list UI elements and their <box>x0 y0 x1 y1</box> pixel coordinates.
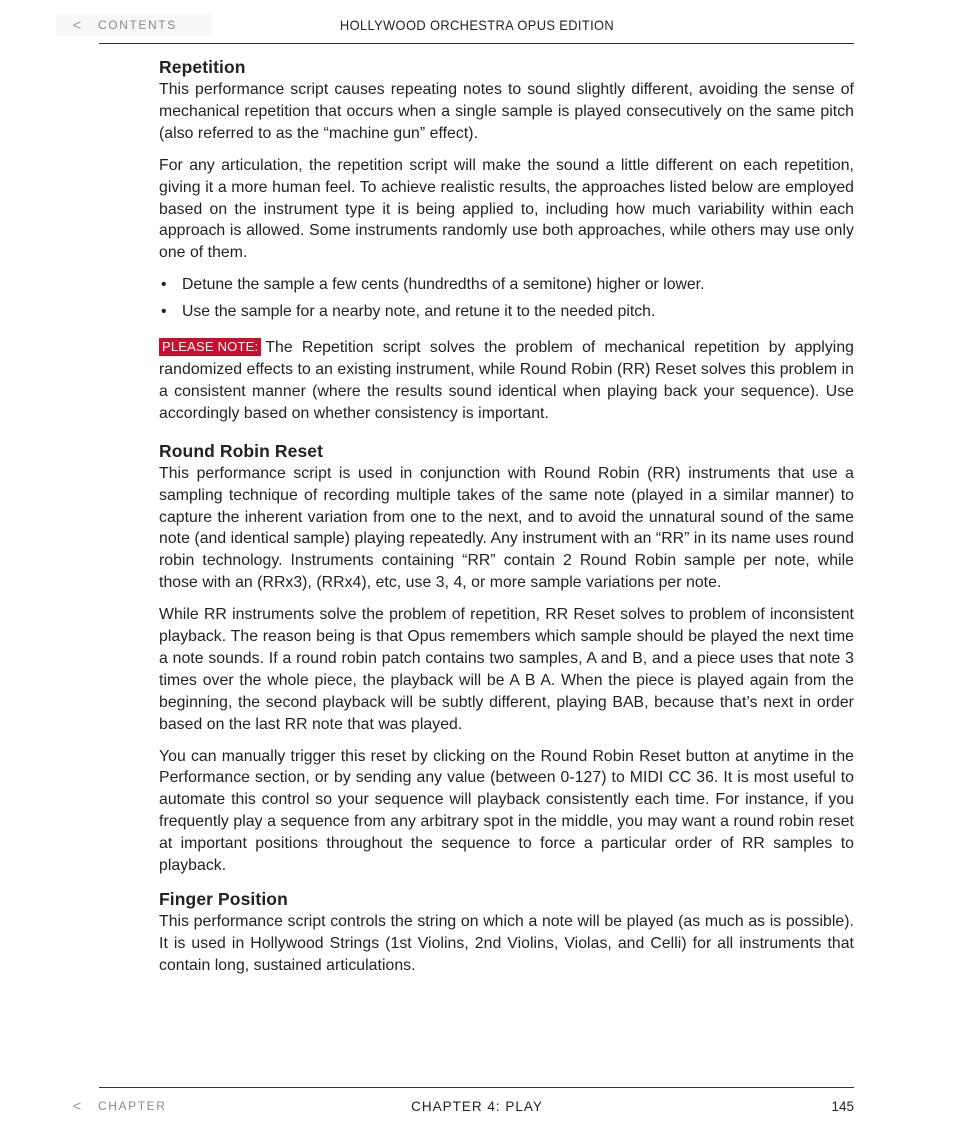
paragraph: You can manually trigger this reset by clicking on the Round Robin Reset button at anytime in the Performance section, or by sending any value (between 0-127) to MIDI CC 36. It is most useful to automate this control so your sequence will playback consistently each time. For instance, if you frequently play a sequence from any arbitrary spot in the middle, you may want a round robin reset at important positions throughout the sequence to force a particular order of RR samples to playback. <box>159 747 854 875</box>
footer-chapter-title: CHAPTER 4: PLAY <box>411 1099 543 1114</box>
page-number: 145 <box>831 1099 854 1114</box>
section-heading: Round Robin Reset <box>159 440 324 461</box>
bullet-list <box>159 274 854 323</box>
header-divider <box>99 43 854 44</box>
contents-nav-button[interactable] <box>56 14 212 36</box>
please-note-badge: PLEASE NOTE: <box>159 338 261 356</box>
list-item: • Use the sample for a nearby note, and retune it to the needed pitch. <box>159 301 854 323</box>
running-header-title: HOLLYWOOD ORCHESTRA OPUS EDITION <box>339 17 615 33</box>
chapter-nav-label: CHAPTER <box>98 1099 167 1113</box>
chevron-left-icon: < <box>72 1097 82 1115</box>
footer-divider <box>99 1087 854 1088</box>
section-finger-position <box>159 887 854 977</box>
section-heading: Finger Position <box>159 889 288 909</box>
section-round-robin-reset <box>159 439 854 877</box>
note-text: The Repetition script solves the problem of mechanical repetition by applying randomized effects to an existing instrument, while Round Robin (RR) Reset solves this problem in a consistent manner (where the results sound identical when playing back your sequence). Use accordingly based on whether consistency is important. <box>159 339 854 422</box>
chevron-left-icon: < <box>72 16 82 34</box>
paragraph: This performance script controls the string on which a note will be played (as much as is possible). It is used in Hollywood Strings (1st Violins, 2nd Violins, Violas, and Celli) for all instruments that contain long, sustained articulations. <box>159 913 854 974</box>
note-paragraph <box>159 337 854 425</box>
page-content <box>159 55 854 987</box>
chapter-nav-button[interactable] <box>56 1095 212 1117</box>
contents-nav-label: CONTENTS <box>98 18 177 32</box>
paragraph: This performance script causes repeating notes to sound slightly different, avoiding the sense of mechanical repetition that occurs when a single sample is played consecutively on the same pitch (also referred to as the “machine gun” effect). <box>159 81 854 142</box>
paragraph: For any articulation, the repetition script will make the sound a little different on each repetition, giving it a more human feel. To achieve realistic results, the approaches listed below are employed based on the instrument type it is being applied to, including how much variability within each approach is allowed. Some instruments randomly use both approaches, while others may use only one of them. <box>159 156 854 262</box>
paragraph: This performance script is used in conjunction with Round Robin (RR) instruments that use a sampling technique of recording multiple takes of the same note (played in a similar manner) to capture the inherent variation from one to the next, and to avoid the unnatural sound of the same note (and identical sample) playing repeatedly. Any instrument with an “RR” in its name uses round robin technology. Instruments containing “RR” contain 2 Round Robin sample per note, while those with an (RRx3), (RRx4), etc, use 3, 4, or more sample variations per note. <box>159 464 854 592</box>
section-heading: Repetition <box>159 57 246 77</box>
paragraph: While RR instruments solve the problem of repetition, RR Reset solves to problem of inconsistent playback. The reason being is that Opus remembers which sample should be played the next time a note sounds. If a round robin patch contains two samples, A and B, and a piece uses that note 3 times over the whole piece, the playback will be A B A. When the piece is played again from the beginning, the second playback will be subtly different, playing BAB, because that’s next in order based on the last RR note that was played. <box>159 606 854 733</box>
section-repetition <box>159 55 854 425</box>
list-item: • Detune the sample a few cents (hundredths of a semitone) higher or lower. <box>159 274 854 296</box>
